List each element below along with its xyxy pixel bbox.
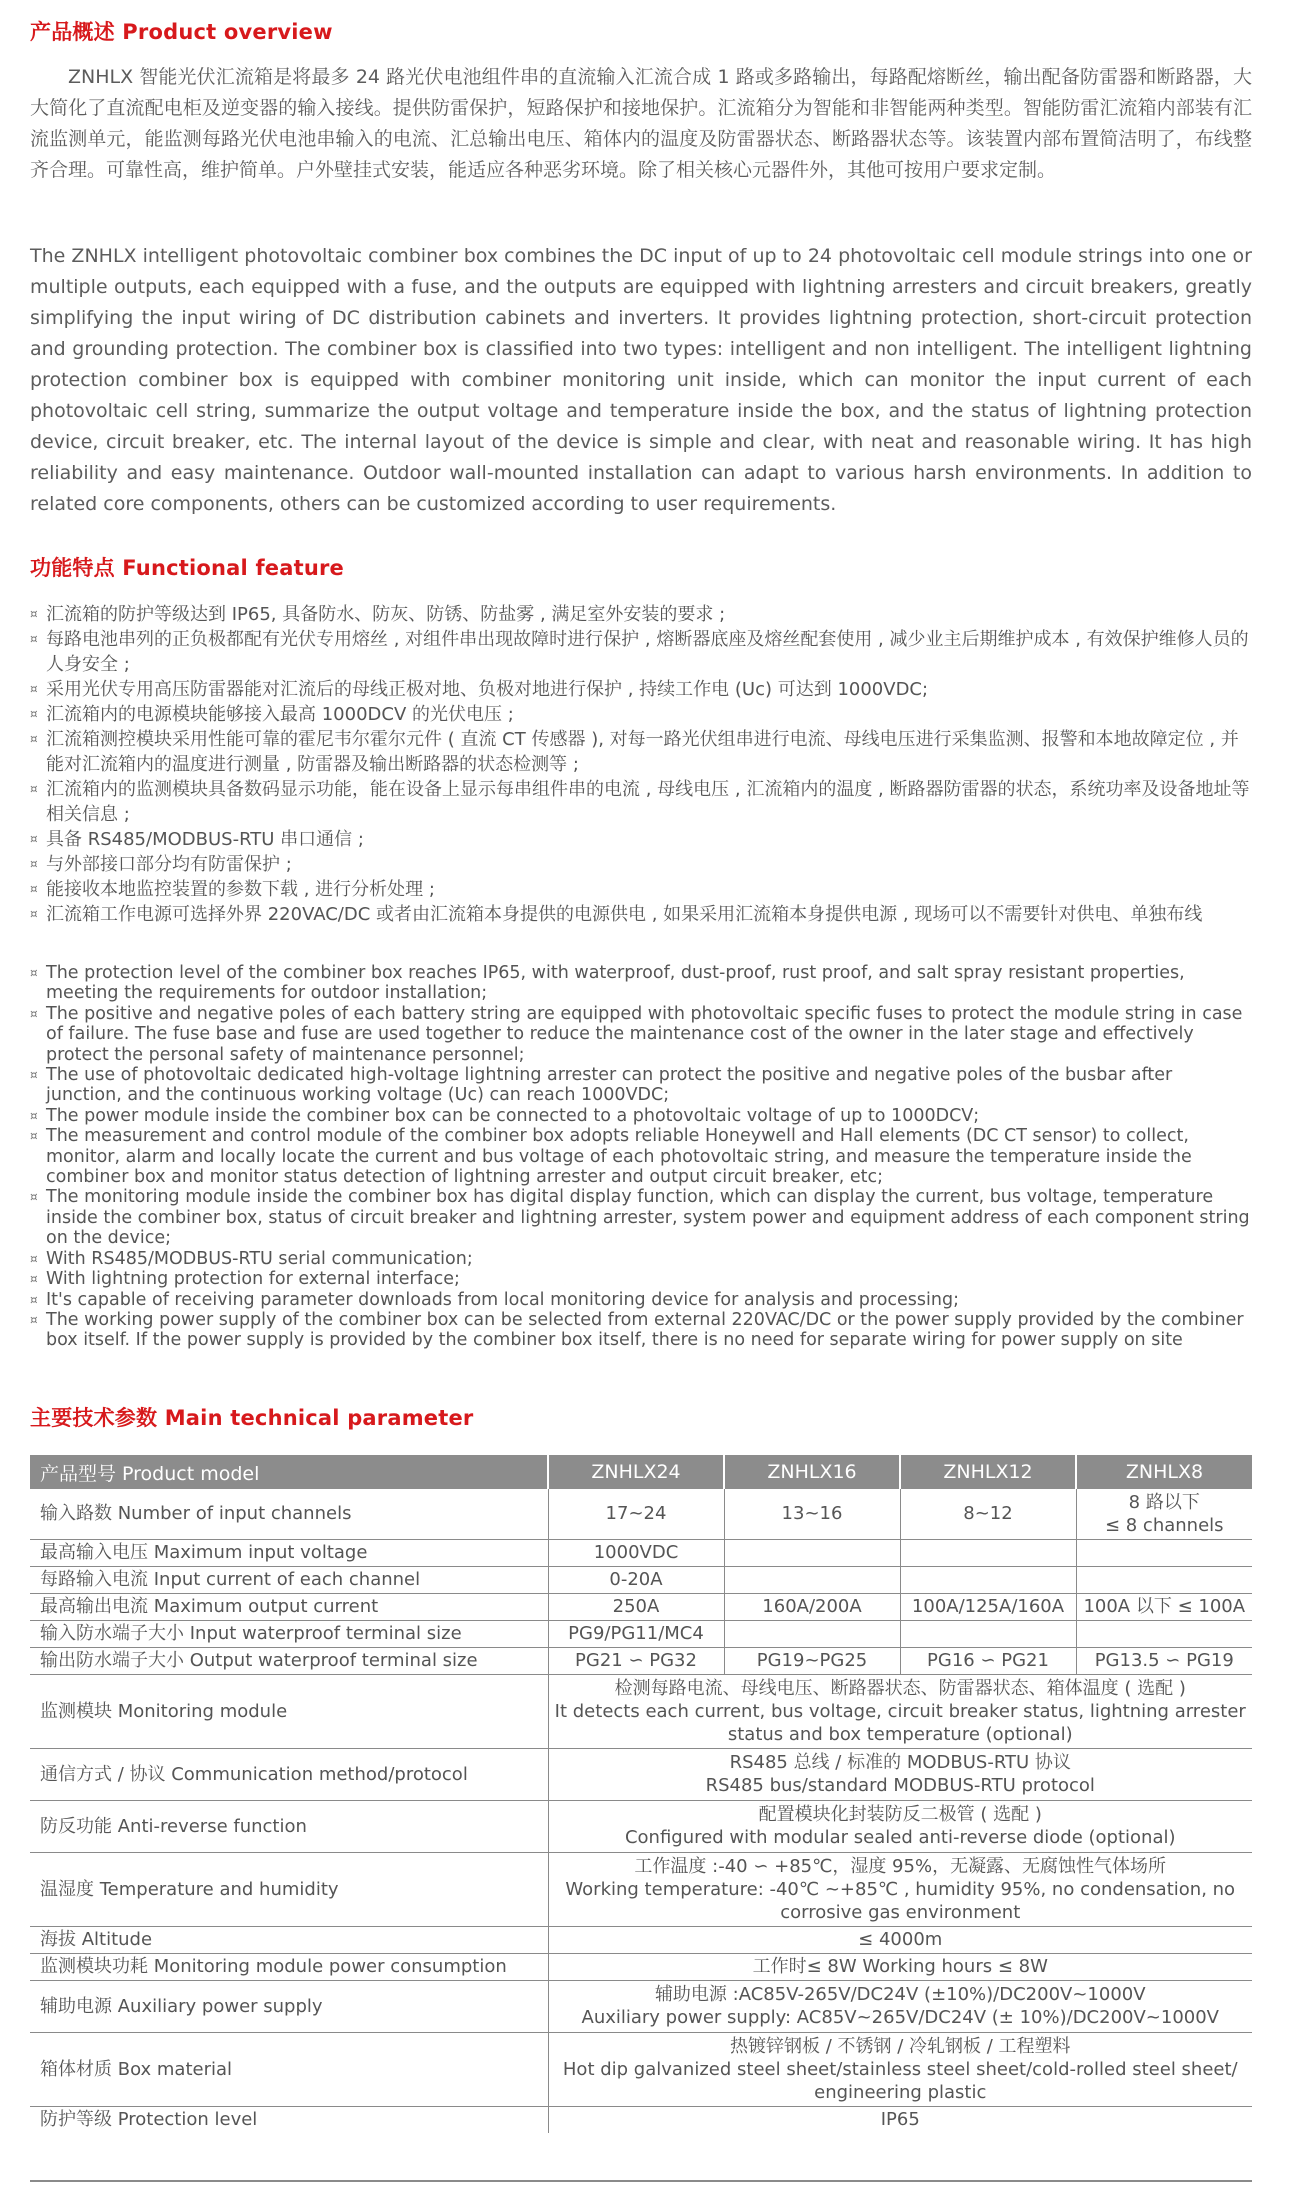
cell: ≤ 4000m xyxy=(548,1926,1252,1953)
row-label: 监测模块 Monitoring module xyxy=(30,1674,548,1748)
cell: PG21 ∽ PG32 xyxy=(548,1647,724,1674)
overview-text-en: The ZNHLX intelligent photovoltaic combiner box combines the DC input of up to 24 photovoltaic cell module strings into one or multiple outputs, each equipped with a fuse, and the outputs are equipped with lightning arresters and circuit breakers, greatly simplifying the input wiring of DC distribution cabinets and inverters. It provides lightning protection, short-circuit protection and grounding protection. The combiner box is classified into two types: intelligent and non intelligent. The intelligent lightning protection combiner box is equipped with combiner monitoring unit inside, which can monitor the input current of each photovoltaic cell string, summarize the output voltage and temperature inside the box, and the status of lightning protection device, circuit breaker, etc. The internal layout of the device is simple and clear, with neat and reasonable wiring. It has high reliability and easy maintenance. Outdoor wall-mounted installation can adapt to various harsh environments. In addition to related core components, others can be customized according to user requirements. xyxy=(30,245,1252,515)
cell: 配置模块化封装防反二极管 ( 选配 ) Configured with modular sealed anti-reverse diode (optional) xyxy=(548,1800,1252,1852)
cell xyxy=(900,1539,1076,1566)
table-row xyxy=(30,1674,1252,1748)
cell: PG16 ∽ PG21 xyxy=(900,1647,1076,1674)
list-item: ¤ The monitoring module inside the combiner box has digital display function, which can display the current, bus voltage, temperature inside the combiner box, status of circuit breaker and lightning arrester, system power and equipment address of each component string on the device; xyxy=(30,1187,1250,1249)
table-row xyxy=(30,1800,1252,1852)
row-label: 海拔 Altitude xyxy=(30,1926,548,1953)
header-label: 产品型号 Product model xyxy=(30,1455,548,1489)
list-item: ¤ The measurement and control module of the combiner box adopts reliable Honeywell and Hall elements (DC CT sensor) to collect, monitor, alarm and locally locate the current and bus voltage of each photovoltaic string, and measure the temperature inside the combiner box and monitor status detection of lightning arrester and output circuit breaker, etc; xyxy=(30,1126,1192,1188)
list-item: ¤ The power module inside the combiner box can be connected to a photovoltaic voltage of up to 1000DCV; xyxy=(30,1105,980,1126)
cell: 检测每路电流、母线电压、断路器状态、防雷器状态、箱体温度 ( 选配 ) It detects each current, bus voltage, circuit breaker status, lightning arrester status and box temperature (optional) xyxy=(548,1674,1252,1748)
list-item: ¤ 汇流箱的防护等级达到 IP65, 具备防水、防灰、防锈、防盐雾 , 满足室外安装的要求 ; xyxy=(30,604,726,625)
list-item: ¤ With RS485/MODBUS-RTU serial communication; xyxy=(30,1248,473,1269)
list-item: ¤ 汇流箱内的电源模块能够接入最高 1000DCV 的光伏电压 ; xyxy=(30,704,514,725)
table-row xyxy=(30,1566,1252,1593)
cell: RS485 总线 / 标准的 MODBUS-RTU 协议 RS485 bus/standard MODBUS-RTU protocol xyxy=(548,1748,1252,1800)
cell: 辅助电源 :AC85V-265V/DC24V (±10%)/DC200V~1000V Auxiliary power supply: AC85V~265V/DC24V (± 10%)/DC200V~1000V xyxy=(548,1980,1252,2032)
table-row xyxy=(30,1748,1252,1800)
row-label: 输出防水端子大小 Output waterproof terminal size xyxy=(30,1647,548,1674)
cell: 250A xyxy=(548,1593,724,1620)
list-item: ¤ 采用光伏专用高压防雷器能对汇流后的母线正极对地、负极对地进行保护 , 持续工作电 (Uc) 可达到 1000VDC; xyxy=(30,679,929,700)
cell: 工作时≤ 8W Working hours ≤ 8W xyxy=(548,1953,1252,1980)
cell: 100A/125A/160A xyxy=(900,1593,1076,1620)
params-title: 主要技术参数 Main technical parameter xyxy=(30,1406,474,1430)
row-label: 防反功能 Anti-reverse function xyxy=(30,1800,548,1852)
list-item: ¤ With lightning protection for external interface; xyxy=(30,1269,460,1290)
list-item: ¤ 与外部接口部分均有防雷保护 ; xyxy=(30,854,292,875)
overview-text-zh: ZNHLX 智能光伏汇流箱是将最多 24 路光伏电池组件串的直流输入汇流合成 1 路或多路输出，每路配熔断丝，输出配备防雷器和断路器，大大简化了直流配电柜及逆变器的输入接线。提供防雷保护，短路保护和接地保护。汇流箱分为智能和非智能两种类型。智能防雷汇流箱内部装有汇流监测单元，能监测每路光伏电池串输入的电流、汇总输出电压、箱体内的温度及防雷器状态、断路器状态等。该装置内部布置简洁明了，布线整齐合理。可靠性高，维护简单。户外壁挂式安装，能适应各种恶劣环境。除了相关核心元器件外，其他可按用户要求定制。 xyxy=(30,66,1252,181)
params-table xyxy=(30,1455,1252,2133)
feature-list-en xyxy=(30,963,1252,1351)
row-label: 监测模块功耗 Monitoring module power consumption xyxy=(30,1953,548,1980)
header-model: ZNHLX16 xyxy=(724,1455,900,1489)
cell: 1000VDC xyxy=(548,1539,724,1566)
list-item: ¤ 汇流箱内的监测模块具备数码显示功能，能在设备上显示每串组件串的电流 , 母线电压 , 汇流箱内的温度 , 断路器防雷器的状态，系统功率及设备地址等相关信息 ; xyxy=(30,779,1250,825)
row-label: 输入防水端子大小 Input waterproof terminal size xyxy=(30,1620,548,1647)
list-item: ¤ The positive and negative poles of each battery string are equipped with photovoltaic specific fuses to protect the module string in case of failure. The fuse base and fuse are used together to reduce the maintenance cost of the owner in the later stage and effectively protect the personal safety of maintenance personnel; xyxy=(30,1003,1243,1065)
row-label: 输入路数 Number of input channels xyxy=(30,1489,548,1539)
cell xyxy=(724,1566,900,1593)
cell: 工作温度 :-40 ∽ +85℃，湿度 95%，无凝露、无腐蚀性气体场所 Working temperature: -40℃ ~+85℃ , humidity 95%, no condensation, no corrosive gas environment xyxy=(548,1852,1252,1926)
table-row xyxy=(30,1539,1252,1566)
cell: 热镀锌钢板 / 不锈钢 / 冷轧钢板 / 工程塑料 Hot dip galvanized steel sheet/stainless steel sheet/cold-rolled steel sheet/ engineering plastic xyxy=(548,2032,1252,2106)
table-row xyxy=(30,1926,1252,1953)
list-item: ¤ The use of photovoltaic dedicated high-voltage lightning arrester can protect the positive and negative poles of the busbar after junction, and the continuous working voltage (Uc) can reach 1000VDC; xyxy=(30,1065,1173,1106)
feature-list-zh xyxy=(30,602,1252,927)
list-item: ¤ It's capable of receiving parameter downloads from local monitoring device for analysis and processing; xyxy=(30,1289,959,1310)
row-label: 箱体材质 Box material xyxy=(30,2032,548,2106)
cell: 160A/200A xyxy=(724,1593,900,1620)
table-row xyxy=(30,2106,1252,2133)
row-label: 辅助电源 Auxiliary power supply xyxy=(30,1980,548,2032)
cell xyxy=(900,1620,1076,1647)
table-row xyxy=(30,1852,1252,1926)
row-label: 通信方式 / 协议 Communication method/protocol xyxy=(30,1748,548,1800)
cell: 0-20A xyxy=(548,1566,724,1593)
list-item: ¤ The working power supply of the combiner box can be selected from external 220VAC/DC or the power supply provided by the combiner box itself. If the power supply is provided by the combiner box itself, there is no need for separate wiring for power supply on site xyxy=(30,1309,1244,1351)
table-bottom-rule xyxy=(30,2180,1252,2182)
header-model: ZNHLX24 xyxy=(548,1455,724,1489)
row-label: 温湿度 Temperature and humidity xyxy=(30,1852,548,1926)
list-item: ¤ 汇流箱工作电源可选择外界 220VAC/DC 或者由汇流箱本身提供的电源供电 , 如果采用汇流箱本身提供电源 , 现场可以不需要针对供电、单独布线 xyxy=(30,904,1203,925)
cell xyxy=(1076,1539,1252,1566)
cell xyxy=(1076,1566,1252,1593)
cell: IP65 xyxy=(880,2109,920,2131)
list-item: ¤ 能接收本地监控装置的参数下载 , 进行分析处理 ; xyxy=(30,879,435,900)
cell: PG13.5 ∽ PG19 xyxy=(1076,1647,1252,1674)
cell xyxy=(724,1539,900,1566)
header-model: ZNHLX8 xyxy=(1076,1455,1252,1489)
table-row xyxy=(30,1647,1252,1674)
header-model: ZNHLX12 xyxy=(900,1455,1076,1489)
row-label: 最高输入电压 Maximum input voltage xyxy=(30,1539,548,1566)
cell: 8 路以下 ≤ 8 channels xyxy=(1076,1489,1252,1539)
cell: 17~24 xyxy=(548,1489,724,1539)
table-row xyxy=(30,1593,1252,1620)
table-row xyxy=(30,2032,1252,2106)
row-label: 防护等级 Protection level xyxy=(30,2106,548,2133)
list-item: ¤ 每路电池串列的正负极都配有光伏专用熔丝 , 对组件串出现故障时进行保护 , 熔断器底座及熔丝配套使用 , 减少业主后期维护成本 , 有效保护维修人员的人身安全 ; xyxy=(30,629,1249,675)
table-header-row xyxy=(30,1455,1252,1489)
table-row xyxy=(30,1489,1252,1539)
overview-title: 产品概述 Product overview xyxy=(30,20,333,44)
cell: 13~16 xyxy=(724,1489,900,1539)
row-label: 最高输出电流 Maximum output current xyxy=(30,1593,548,1620)
cell: 8~12 xyxy=(900,1489,1076,1539)
features-title: 功能特点 Functional feature xyxy=(30,556,344,580)
list-item: ¤ 具备 RS485/MODBUS-RTU 串口通信 ; xyxy=(30,829,364,850)
list-item: ¤ 汇流箱测控模块采用性能可靠的霍尼韦尔霍尔元件 ( 直流 CT 传感器 ), 对每一路光伏组串进行电流、母线电压进行采集监测、报警和本地故障定位 , 并能对汇流箱内的温度进行测量 , 防雷器及输出断路器的状态检测等 ; xyxy=(30,729,1239,775)
cell xyxy=(900,1566,1076,1593)
cell: PG19~PG25 xyxy=(724,1647,900,1674)
table-row xyxy=(30,1620,1252,1647)
cell xyxy=(1076,1620,1252,1647)
list-item: ¤ The protection level of the combiner box reaches IP65, with waterproof, dust-proof, rust proof, and salt spray resistant properties, meeting the requirements for outdoor installation; xyxy=(30,963,1185,1004)
cell xyxy=(724,1620,900,1647)
table-row xyxy=(30,1980,1252,2032)
table-row xyxy=(30,1953,1252,1980)
row-label: 每路输入电流 Input current of each channel xyxy=(30,1566,548,1593)
cell: 100A 以下 ≤ 100A xyxy=(1076,1593,1252,1620)
cell: PG9/PG11/MC4 xyxy=(548,1620,724,1647)
